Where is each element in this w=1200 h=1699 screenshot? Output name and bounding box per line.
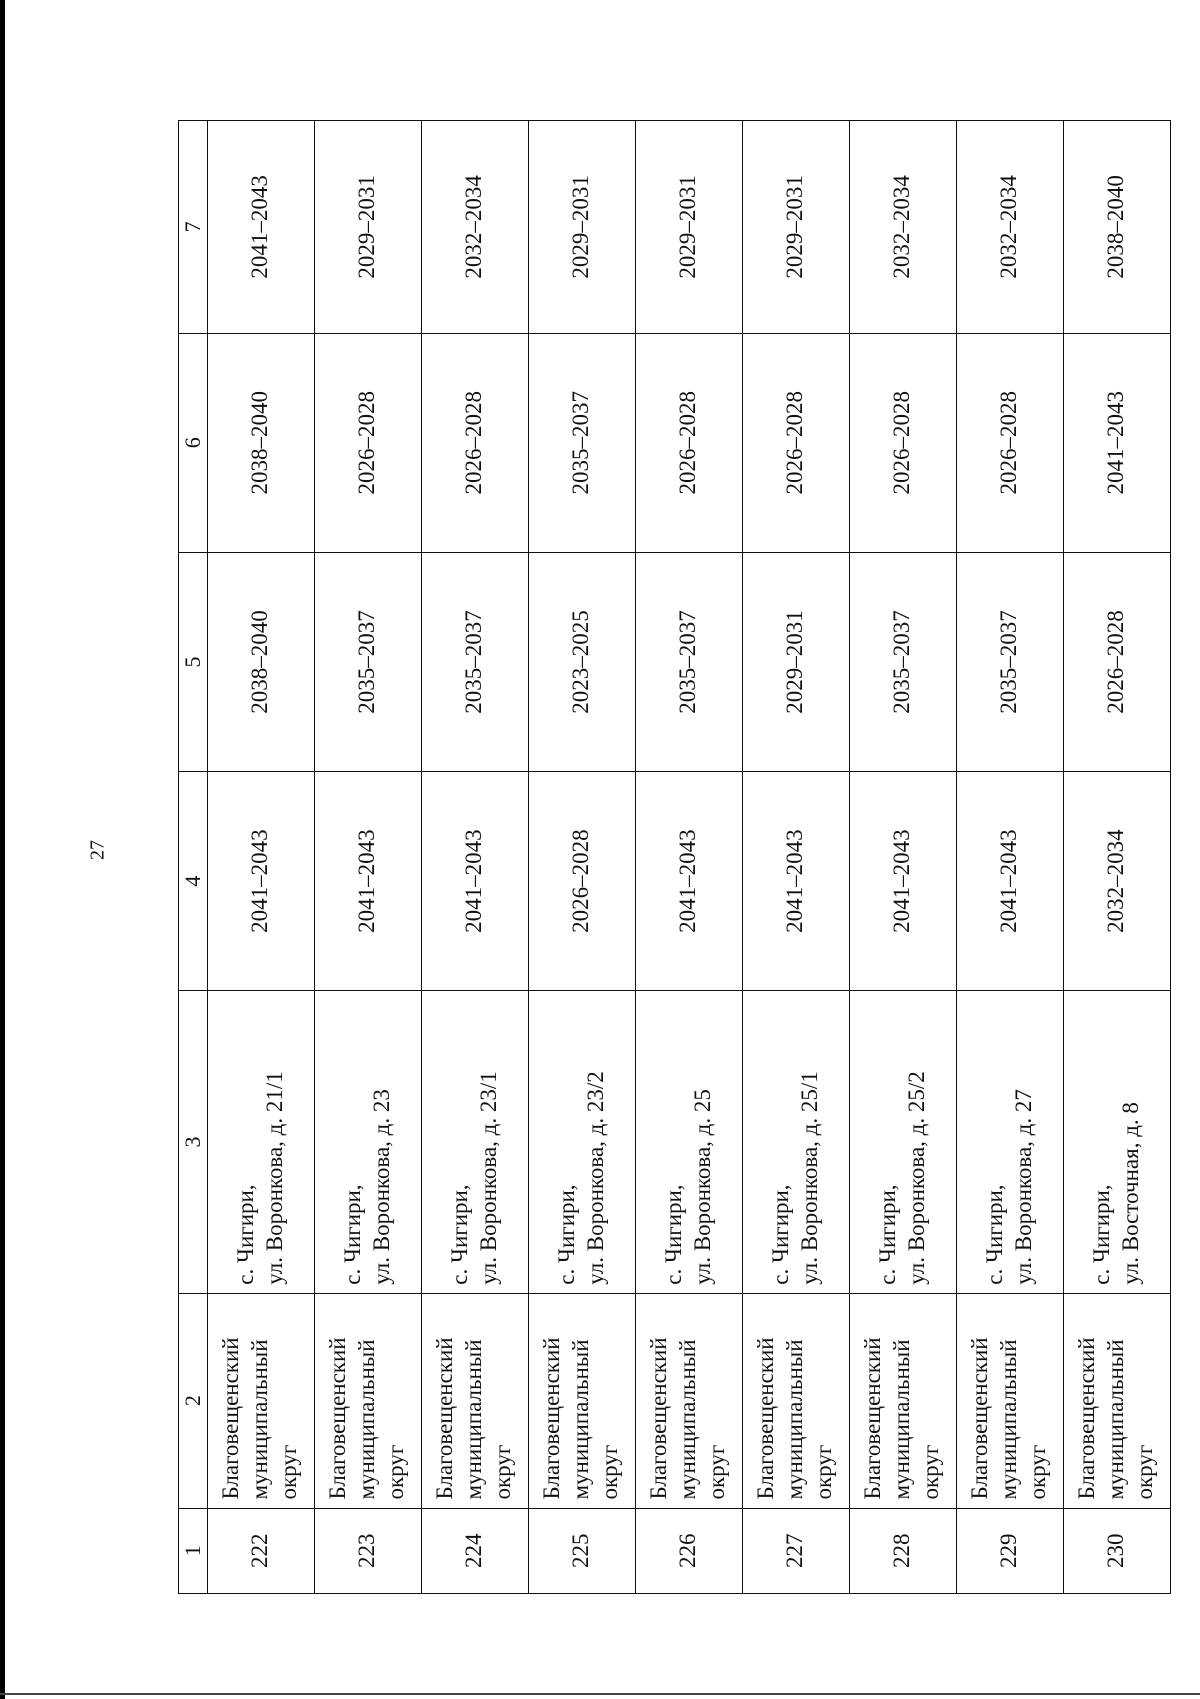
address-line: с. Чигири,	[660, 1184, 686, 1285]
address-cell	[421, 991, 528, 1293]
schedule-table	[178, 120, 1171, 1594]
district-line: Благовещенский	[432, 1337, 458, 1500]
table-row	[849, 121, 956, 1594]
column-header: 4	[179, 772, 208, 991]
column-header: 6	[179, 333, 208, 552]
address-line: с. Чигири,	[1088, 1184, 1114, 1285]
district-line: муниципальный	[1103, 1339, 1129, 1500]
period-cell: 2038–2040	[1063, 121, 1170, 334]
table-row	[635, 121, 742, 1594]
address-cell	[849, 991, 956, 1293]
address-line: ул. Воронкова, д. 23	[368, 1089, 394, 1285]
page-number: 27	[86, 840, 109, 860]
table-row	[956, 121, 1063, 1594]
address-line: ул. Воронкова, д. 25	[689, 1089, 715, 1285]
district-line: Благовещенский	[325, 1337, 351, 1500]
district-line: Благовещенский	[1074, 1337, 1100, 1500]
address-line: ул. Воронкова, д. 23/2	[582, 1071, 608, 1285]
address-line: с. Чигири,	[767, 1184, 793, 1285]
period-cell: 2035–2037	[421, 552, 528, 771]
period-cell: 2026–2028	[742, 333, 849, 552]
period-cell: 2041–2043	[635, 772, 742, 991]
period-cell: 2029–2031	[314, 121, 421, 334]
address-cell	[314, 991, 421, 1293]
period-cell: 2032–2034	[1063, 772, 1170, 991]
period-cell: 2029–2031	[528, 121, 635, 334]
period-cell: 2032–2034	[421, 121, 528, 334]
period-cell: 2026–2028	[956, 333, 1063, 552]
district-line: округ	[703, 1444, 729, 1500]
address-line: ул. Восточная, д. 8	[1117, 1102, 1143, 1285]
row-number: 228	[849, 1508, 956, 1593]
column-header: 3	[179, 991, 208, 1293]
district-line: муниципальный	[675, 1339, 701, 1500]
period-cell: 2041–2043	[207, 121, 314, 334]
period-cell: 2032–2034	[956, 121, 1063, 334]
address-line: ул. Воронкова, д. 21/1	[261, 1071, 287, 1285]
district-line: муниципальный	[782, 1339, 808, 1500]
district-line: округ	[810, 1444, 836, 1500]
district-line: муниципальный	[889, 1339, 915, 1500]
column-header: 1	[179, 1508, 208, 1593]
period-cell: 2041–2043	[207, 772, 314, 991]
table-row	[314, 121, 421, 1594]
district-line: округ	[382, 1444, 408, 1500]
period-cell: 2029–2031	[635, 121, 742, 334]
period-cell: 2035–2037	[528, 333, 635, 552]
table-row	[207, 121, 314, 1594]
district-cell	[528, 1293, 635, 1508]
period-cell: 2041–2043	[314, 772, 421, 991]
address-line: с. Чигири,	[553, 1184, 579, 1285]
table-area	[178, 120, 1157, 1594]
period-cell: 2026–2028	[528, 772, 635, 991]
period-cell: 2026–2028	[1063, 552, 1170, 771]
district-line: округ	[1024, 1444, 1050, 1500]
period-cell: 2041–2043	[742, 772, 849, 991]
table-header-row	[179, 121, 208, 1594]
address-cell	[742, 991, 849, 1293]
row-number: 223	[314, 1508, 421, 1593]
address-line: с. Чигири,	[874, 1184, 900, 1285]
period-cell: 2035–2037	[849, 552, 956, 771]
row-number: 230	[1063, 1508, 1170, 1593]
period-cell: 2026–2028	[849, 333, 956, 552]
district-line: Благовещенский	[753, 1337, 779, 1500]
period-cell: 2038–2040	[207, 552, 314, 771]
column-header: 2	[179, 1293, 208, 1508]
address-cell	[956, 991, 1063, 1293]
district-cell	[1063, 1293, 1170, 1508]
district-line: Благовещенский	[967, 1337, 993, 1500]
table-row	[742, 121, 849, 1594]
scan-left-edge	[0, 0, 5, 1699]
row-number: 225	[528, 1508, 635, 1593]
address-line: с. Чигири,	[339, 1184, 365, 1285]
district-cell	[207, 1293, 314, 1508]
district-cell	[742, 1293, 849, 1508]
period-cell: 2026–2028	[314, 333, 421, 552]
district-line: Благовещенский	[218, 1337, 244, 1500]
row-number: 224	[421, 1508, 528, 1593]
district-cell	[956, 1293, 1063, 1508]
table-row	[1063, 121, 1170, 1594]
period-cell: 2026–2028	[421, 333, 528, 552]
period-cell: 2029–2031	[742, 121, 849, 334]
district-cell	[421, 1293, 528, 1508]
district-line: муниципальный	[247, 1339, 273, 1500]
address-cell	[1063, 991, 1170, 1293]
address-cell	[528, 991, 635, 1293]
period-cell: 2038–2040	[207, 333, 314, 552]
row-number: 222	[207, 1508, 314, 1593]
table-row	[528, 121, 635, 1594]
period-cell: 2032–2034	[849, 121, 956, 334]
period-cell: 2041–2043	[849, 772, 956, 991]
address-line: с. Чигири,	[981, 1184, 1007, 1285]
period-cell: 2041–2043	[421, 772, 528, 991]
column-header: 5	[179, 552, 208, 771]
district-line: муниципальный	[568, 1339, 594, 1500]
period-cell: 2023–2025	[528, 552, 635, 771]
district-line: муниципальный	[996, 1339, 1022, 1500]
district-line: Благовещенский	[646, 1337, 672, 1500]
period-cell: 2041–2043	[1063, 333, 1170, 552]
district-cell	[635, 1293, 742, 1508]
district-line: округ	[596, 1444, 622, 1500]
address-line: с. Чигири,	[446, 1184, 472, 1285]
address-line: ул. Воронкова, д. 25/2	[903, 1071, 929, 1285]
district-line: Благовещенский	[539, 1337, 565, 1500]
district-line: округ	[917, 1444, 943, 1500]
period-cell: 2026–2028	[635, 333, 742, 552]
district-line: муниципальный	[354, 1339, 380, 1500]
district-line: округ	[275, 1444, 301, 1500]
period-cell: 2035–2037	[314, 552, 421, 771]
column-header: 7	[179, 121, 208, 334]
period-cell: 2035–2037	[956, 552, 1063, 771]
table-row	[421, 121, 528, 1594]
address-line: ул. Воронкова, д. 27	[1010, 1089, 1036, 1285]
district-cell	[314, 1293, 421, 1508]
district-line: округ	[1131, 1444, 1157, 1500]
district-cell	[849, 1293, 956, 1508]
row-number: 226	[635, 1508, 742, 1593]
period-cell: 2029–2031	[742, 552, 849, 771]
row-number: 229	[956, 1508, 1063, 1593]
address-line: ул. Воронкова, д. 23/1	[475, 1071, 501, 1285]
row-number: 227	[742, 1508, 849, 1593]
address-cell	[635, 991, 742, 1293]
district-line: муниципальный	[461, 1339, 487, 1500]
district-line: Благовещенский	[860, 1337, 886, 1500]
scan-bottom-edge	[0, 1693, 1200, 1695]
address-cell	[207, 991, 314, 1293]
period-cell: 2035–2037	[635, 552, 742, 771]
address-line: ул. Воронкова, д. 25/1	[796, 1071, 822, 1285]
period-cell: 2041–2043	[956, 772, 1063, 991]
address-line: с. Чигири,	[232, 1184, 258, 1285]
district-line: округ	[489, 1444, 515, 1500]
